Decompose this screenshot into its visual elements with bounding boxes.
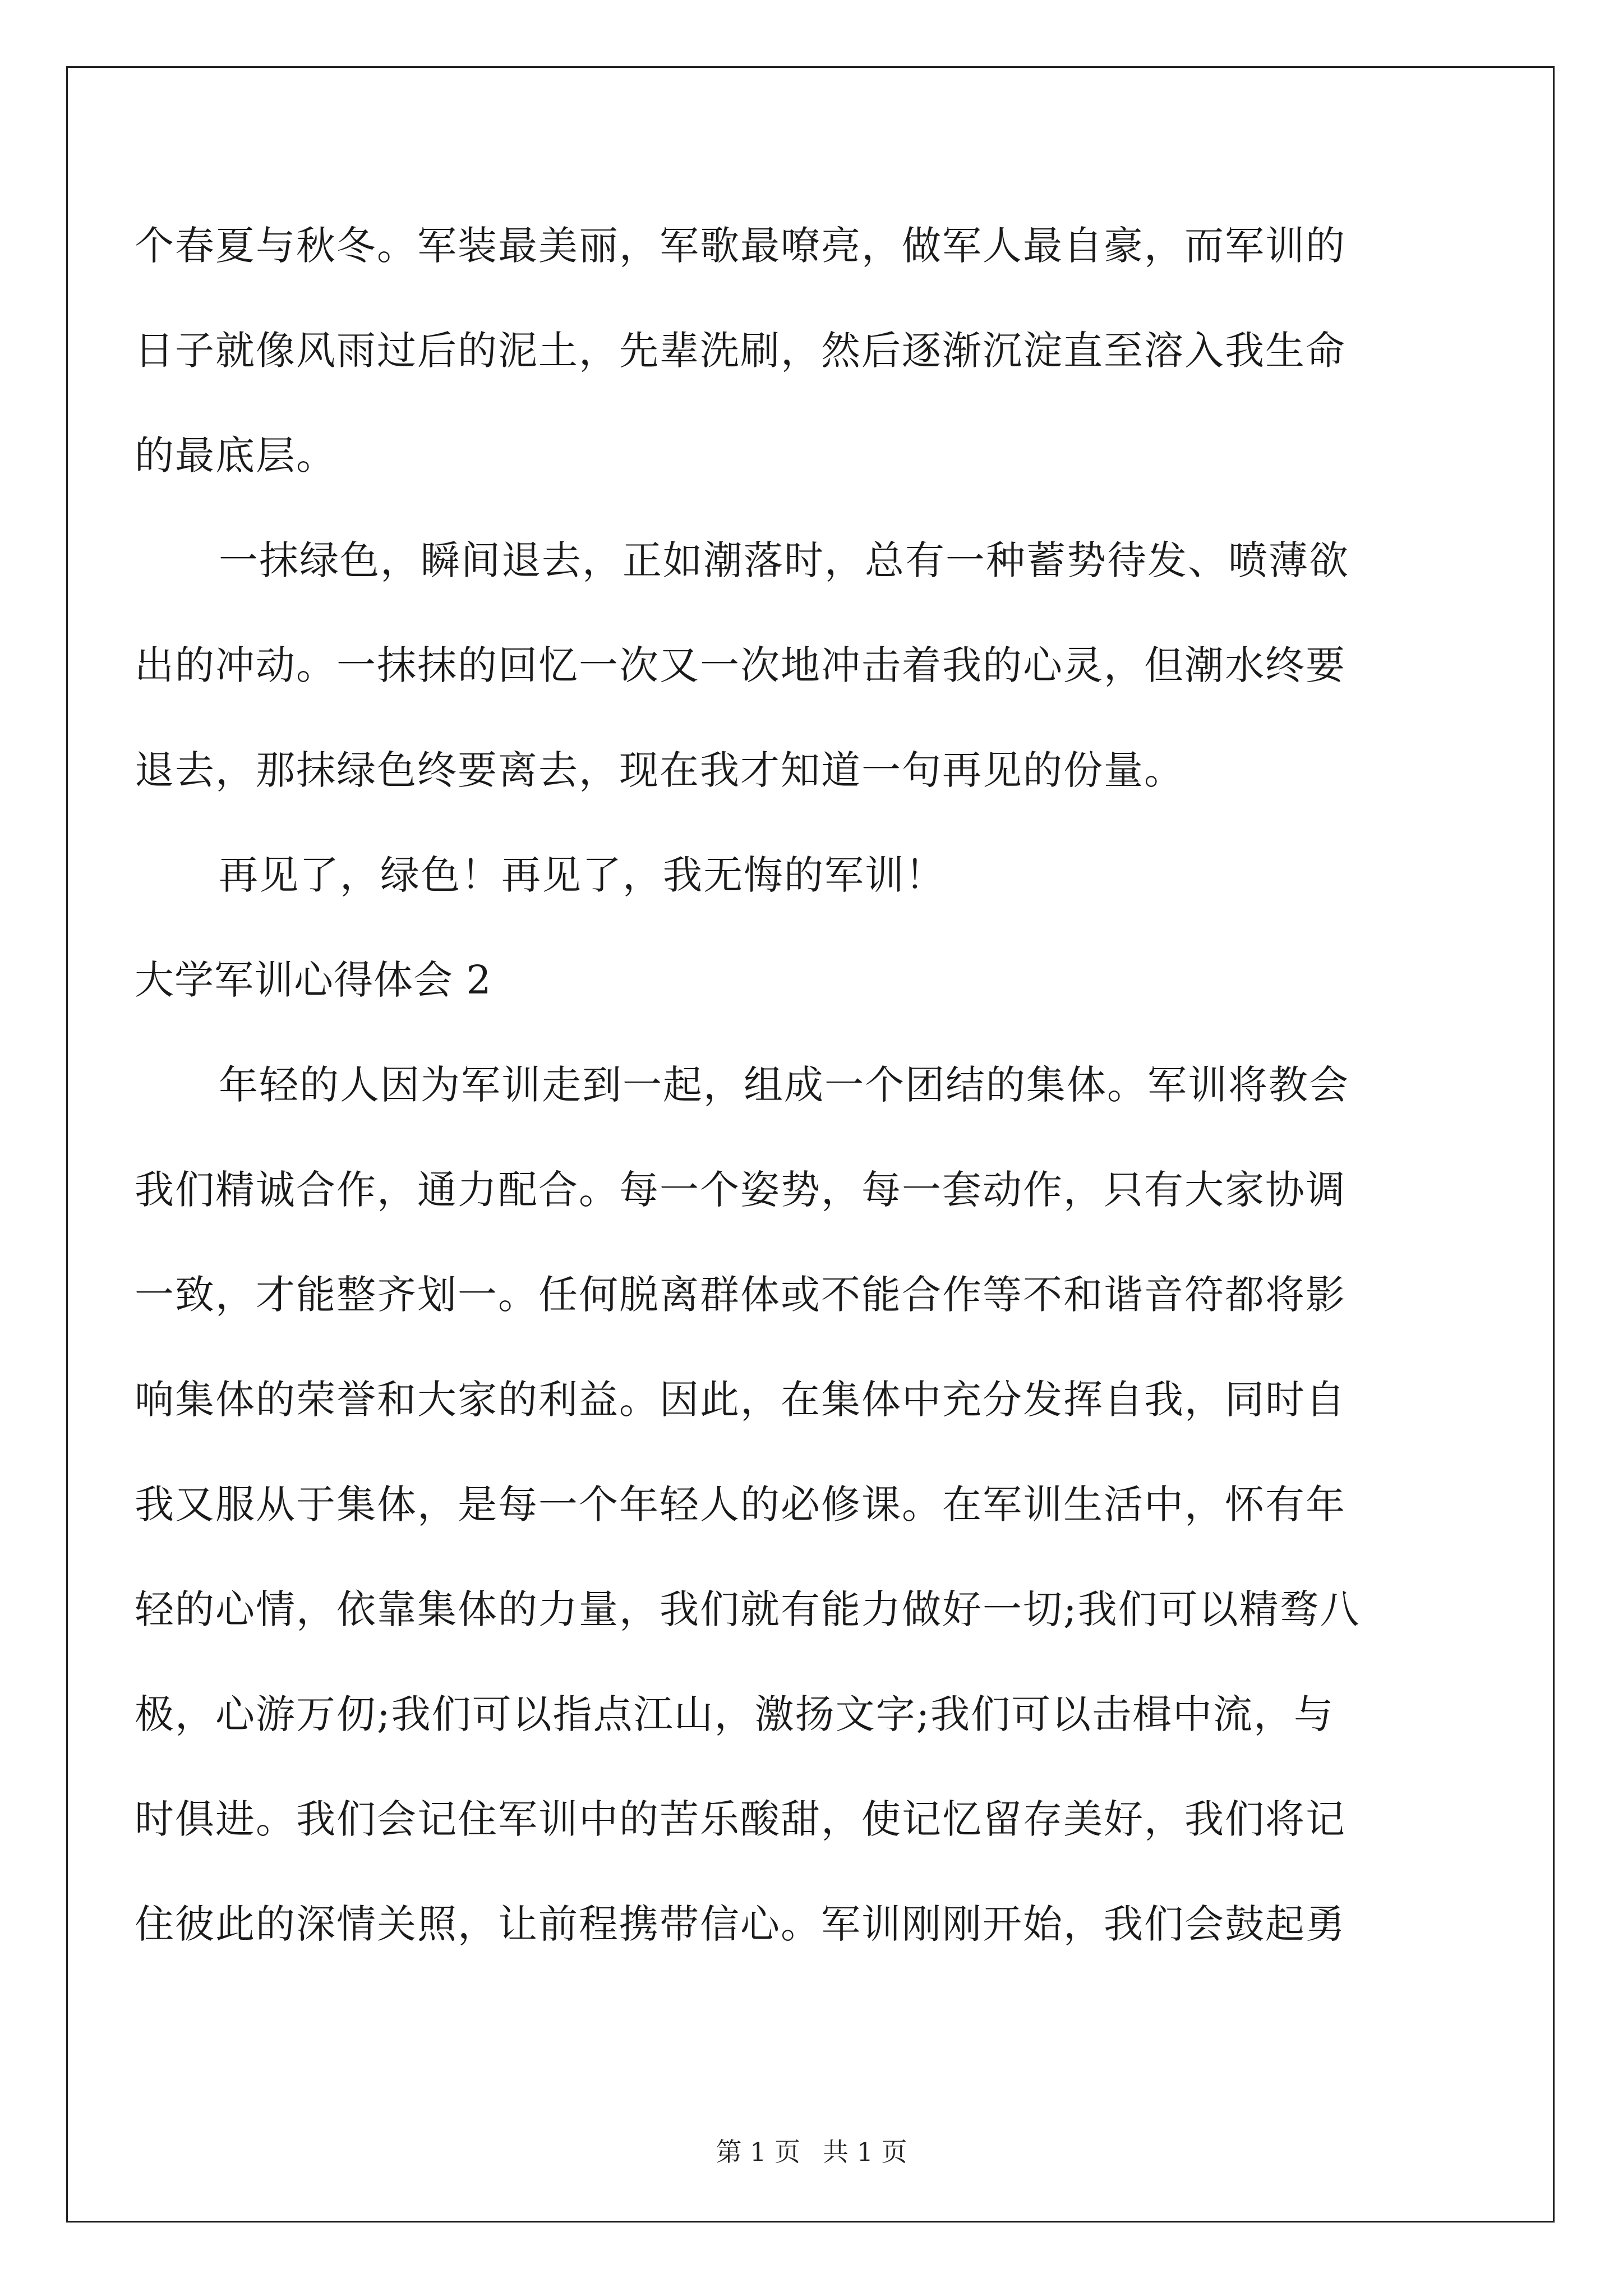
- text-line-9: 年轻的人因为军训走到一起，组成一个团结的集体。军训将教会: [219, 1062, 1349, 1108]
- text-line-16: 时俱进。我们会记住军训中的苦乐酸甜，使记忆留存美好，我们将记: [135, 1796, 1346, 1842]
- text-line-7: 再见了，绿色！再见了，我无悔的军训！: [219, 852, 946, 898]
- text-line-10: 我们精诚合作，通力配合。每一个姿势，每一套动作，只有大家协调: [135, 1167, 1346, 1213]
- page-number-current: 第 1 页: [716, 2137, 800, 2167]
- text-line-3: 的最底层。: [135, 432, 336, 478]
- text-line-13: 我又服从于集体，是每一个年轻人的必修课。在军训生活中，怀有年: [135, 1481, 1346, 1527]
- text-line-5: 出的冲动。一抹抹的回忆一次又一次地冲击着我的心灵，但潮水终要: [135, 642, 1346, 688]
- text-line-4: 一抹绿色，瞬间退去，正如潮落时，总有一种蓄势待发、喷薄欲: [219, 537, 1349, 583]
- document-body: [135, 194, 1486, 1977]
- page-footer: [0, 2132, 1623, 2169]
- text-line-17: 住彼此的深情关照，让前程携带信心。军训刚刚开始，我们会鼓起勇: [135, 1901, 1346, 1947]
- text-line-11: 一致，才能整齐划一。任何脱离群体或不能合作等不和谐音符都将影: [135, 1272, 1346, 1318]
- text-line-12: 响集体的荣誉和大家的利益。因此，在集体中充分发挥自我，同时自: [135, 1377, 1346, 1423]
- text-line-15: 极，心游万仞;我们可以指点江山，激扬文字;我们可以击楫中流，与: [135, 1691, 1335, 1737]
- section-heading: 大学军训心得体会 2: [135, 957, 492, 1003]
- text-line-6: 退去，那抹绿色终要离去，现在我才知道一句再见的份量。: [135, 747, 1184, 793]
- text-line-2: 日子就像风雨过后的泥土，先辈洗刷，然后逐渐沉淀直至溶入我生命: [135, 328, 1346, 374]
- text-line-14: 轻的心情，依靠集体的力量，我们就有能力做好一切;我们可以精骛八: [135, 1586, 1361, 1632]
- text-line-1: 个春夏与秋冬。军装最美丽，军歌最嘹亮，做军人最自豪，而军训的: [135, 223, 1346, 269]
- page-number-total: 共 1 页: [823, 2137, 907, 2167]
